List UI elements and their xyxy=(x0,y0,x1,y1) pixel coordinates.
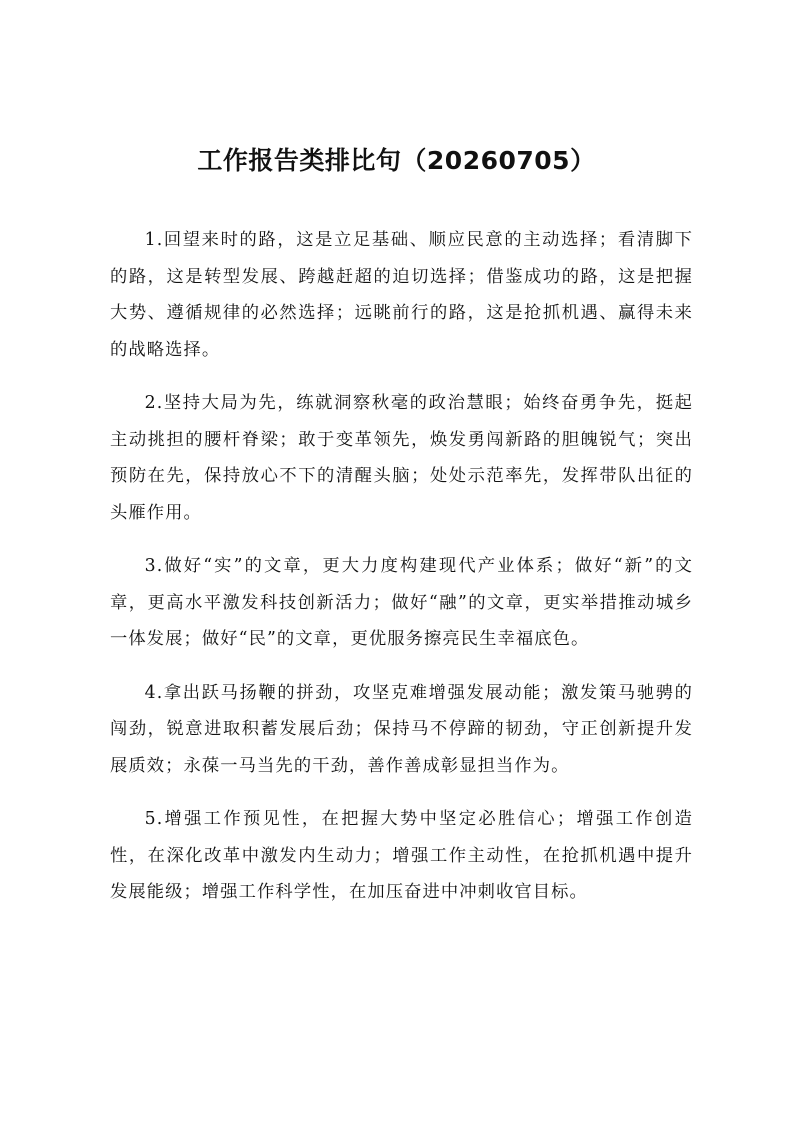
document-title: 工作报告类排比句（20260705） xyxy=(197,146,596,175)
document-body xyxy=(110,222,693,928)
paragraph-4: 4.拿出跃马扬鞭的拼劲，攻坚克难增强发展动能；激发策马驰骋的闯劲，锐意进取积蓄发展后劲；保持马不停蹄的韧劲，守正创新提升发展质效；永葆一马当先的干劲，善作善成彰显担当作为。 xyxy=(110,682,693,776)
paragraph-1: 1.回望来时的路，这是立足基础、顺应民意的主动选择；看清脚下的路，这是转型发展、跨越赶超的迫切选择；借鉴成功的路，这是把握大势、遵循规律的必然选择；远眺前行的路，这是抢抓机遇、赢得未来的战略选择。 xyxy=(110,230,693,360)
paragraph-5: 5.增强工作预见性，在把握大势中坚定必胜信心；增强工作创造性，在深化改革中激发内生动力；增强工作主动性，在抢抓机遇中提升发展能级；增强工作科学性，在加压奋进中冲刺收官目标。 xyxy=(110,809,693,902)
paragraph-2: 2.坚持大局为先，练就洞察秋毫的政治慧眼；始终奋勇争先，挺起主动挑担的腰杆脊梁；敢于变革领先，焕发勇闯新路的胆魄锐气；突出预防在先，保持放心不下的清醒头脑；处处示范率先，发挥带队出征的头雁作用。 xyxy=(110,393,693,523)
paragraph-3: 3.做好“实”的文章，更大力度构建现代产业体系；做好“新”的文章，更高水平激发科技创新活力；做好“融”的文章，更实举措推动城乡一体发展；做好“民”的文章，更优服务擦亮民生幸福底色。 xyxy=(110,556,693,649)
